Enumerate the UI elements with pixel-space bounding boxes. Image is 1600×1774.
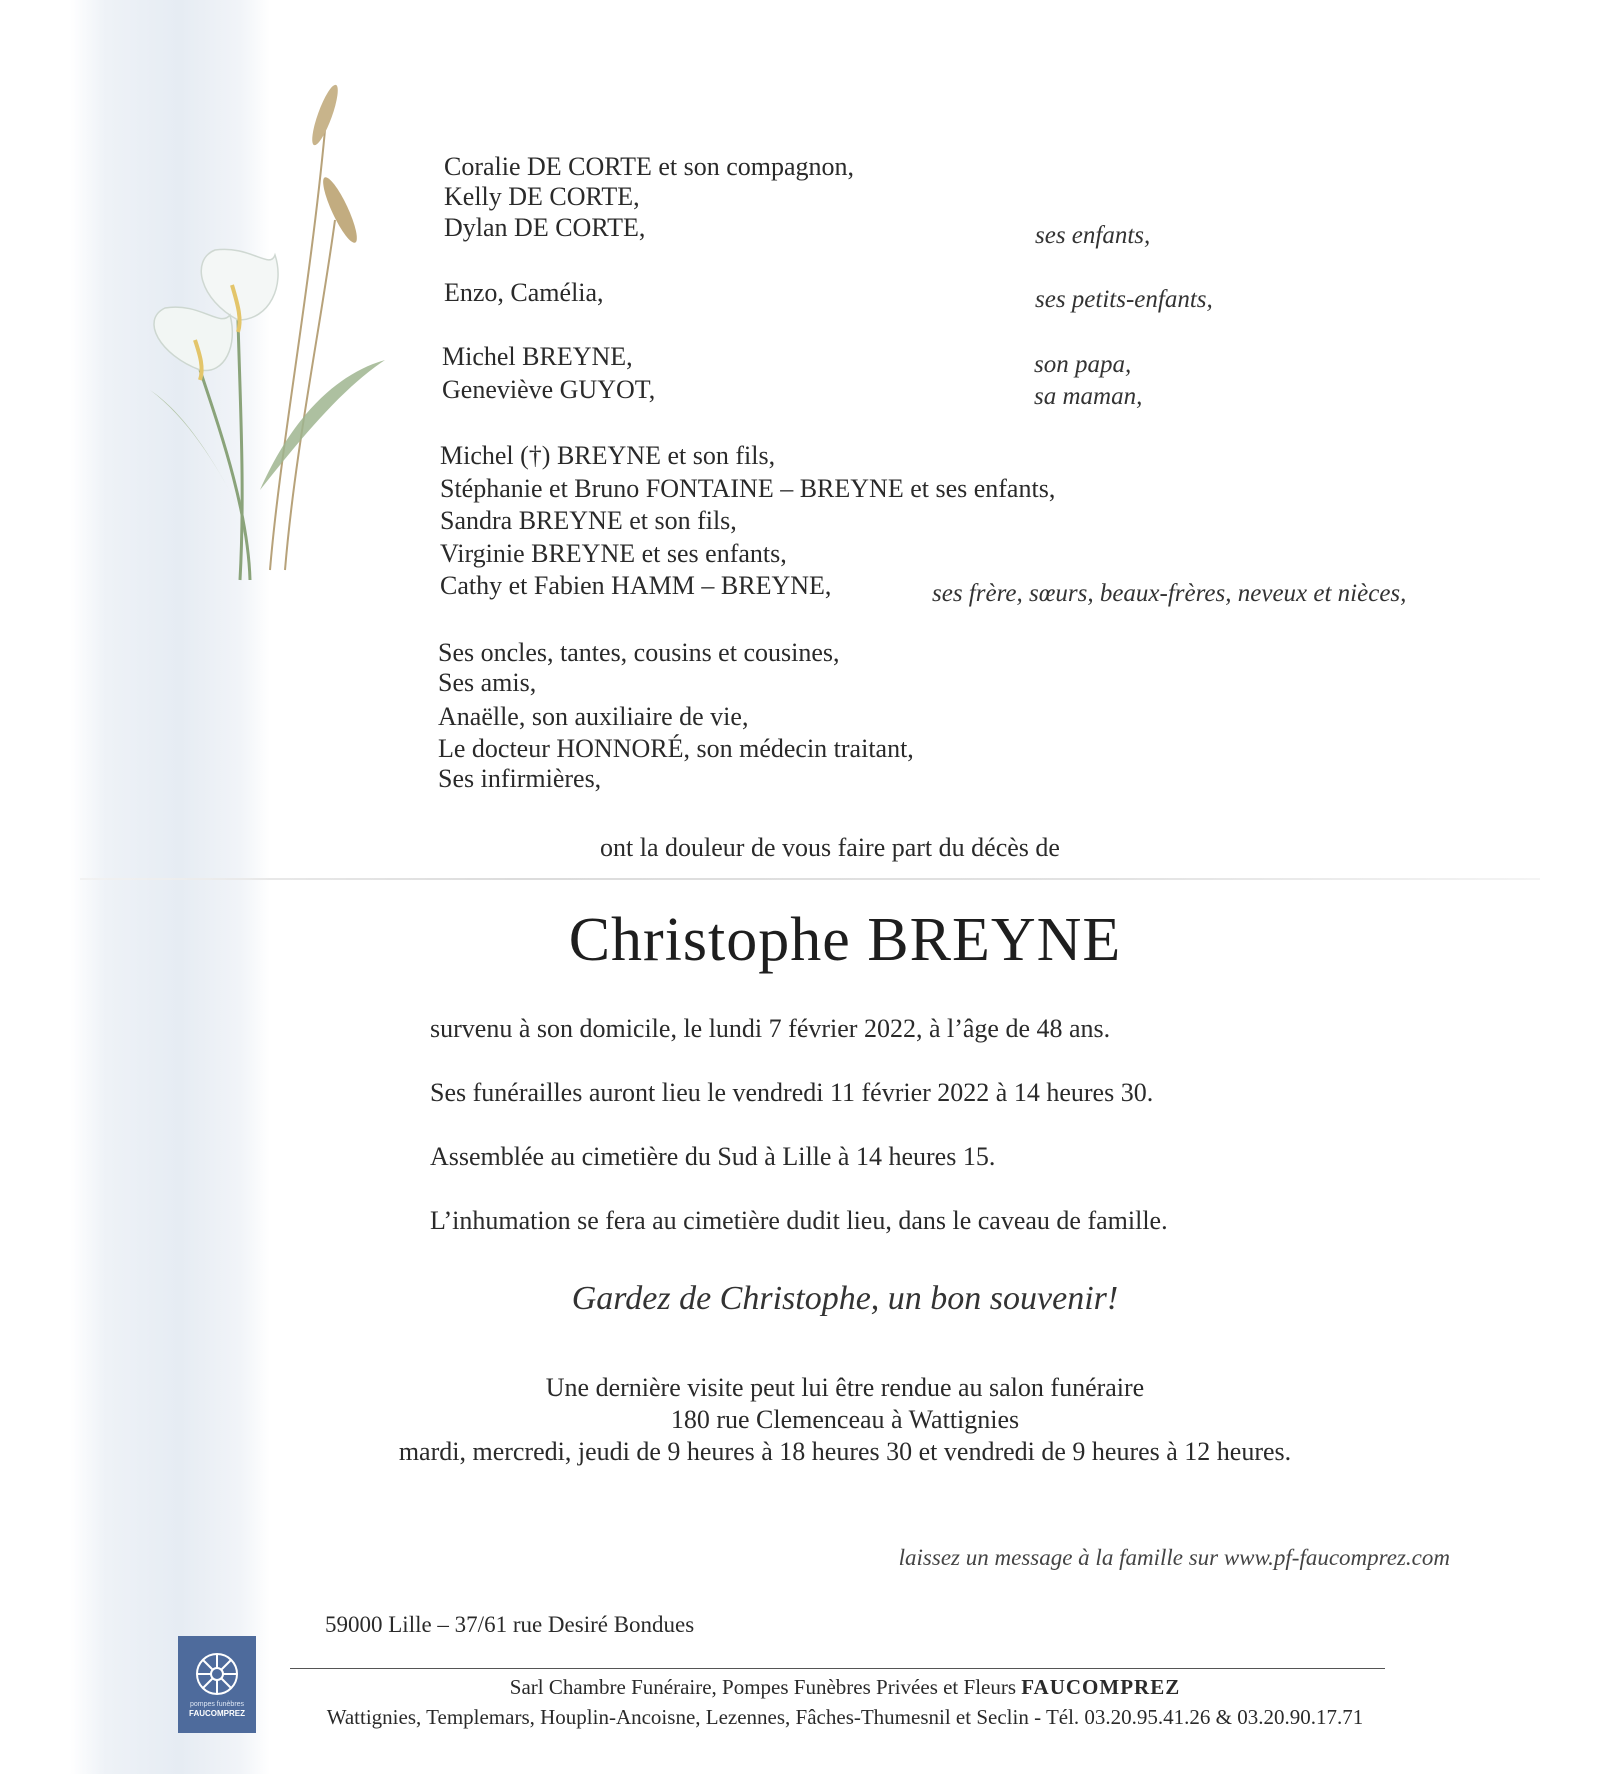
detail-death: survenu à son domicile, le lundi 7 février 2022, à l’âge de 48 ans. [430, 1014, 1111, 1043]
family-grandchildren-line: Enzo, Camélia, [444, 278, 604, 307]
fold-line [80, 878, 1540, 880]
family-sibling-line-4: Virginie BREYNE et ses enfants, [440, 539, 787, 568]
footer-company-brand: FAUCOMPREZ [1021, 1675, 1181, 1699]
relation-children: ses enfants, [1035, 222, 1151, 249]
visit-info [0, 1372, 1600, 1468]
family-others-line-2: Ses amis, [438, 668, 537, 697]
family-sibling-line-5: Cathy et Fabien HAMM – BREYNE, [440, 571, 832, 600]
family-children-line-3: Dylan DE CORTE, [444, 213, 646, 242]
deceased-name: Christophe BREYNE [568, 906, 1122, 974]
relation-mother: sa maman, [1034, 383, 1143, 410]
announcement-intro: ont la douleur de vous faire part du décès de [600, 833, 1060, 862]
family-children-line-2: Kelly DE CORTE, [444, 182, 640, 211]
footer-divider [290, 1668, 1385, 1669]
logo-brand: FAUCOMPREZ [189, 1709, 245, 1718]
lily-wheat-illustration [120, 70, 390, 590]
family-sibling-line-3: Sandra BREYNE et son fils, [440, 506, 737, 535]
visit-line-1: Une dernière visite peut lui être rendue au salon funéraire [545, 1373, 1145, 1402]
detail-assembly: Assemblée au cimetière du Sud à Lille à 14 heures 15. [430, 1142, 996, 1171]
detail-burial: L’inhumation se fera au cimetière dudit lieu, dans le caveau de famille. [430, 1206, 1168, 1235]
family-sibling-line-2: Stéphanie et Bruno FONTAINE – BREYNE et ses enfants, [440, 474, 1056, 503]
relation-grandchildren: ses petits-enfants, [1035, 286, 1213, 313]
message-link[interactable]: laissez un message à la famille sur www.pf-faucomprez.com [898, 1545, 1450, 1570]
family-others-line-3: Anaëlle, son auxiliaire de vie, [438, 702, 749, 731]
relation-father: son papa, [1034, 351, 1132, 378]
visit-line-3: mardi, mercredi, jeudi de 9 heures à 18 heures 30 et vendredi de 9 heures à 12 heures. [398, 1437, 1292, 1466]
family-others-line-1: Ses oncles, tantes, cousins et cousines, [438, 638, 840, 667]
logo-tagline: pompes funèbres [189, 1701, 245, 1708]
family-parent-father: Michel BREYNE, [442, 342, 633, 371]
funeral-details [430, 1014, 1168, 1270]
relation-siblings: ses frère, sœurs, beaux-frères, neveux et nièces, [932, 580, 1407, 607]
footer-company-prefix: Sarl Chambre Funéraire, Pompes Funèbres Privées et Fleurs [509, 1675, 1017, 1699]
closing-signature: Gardez de Christophe, un bon souvenir! [571, 1280, 1119, 1317]
footer-company [0, 1675, 1600, 1700]
footer-locations: Wattignies, Templemars, Houplin-Ancoisne, Lezennes, Fâches-Thumesnil et Seclin - Tél. 03.20.95.41.26 & 03.20.90.17.71 [326, 1705, 1364, 1729]
family-others-line-4: Le docteur HONNORÉ, son médecin traitant, [438, 734, 914, 763]
family-children-line-1: Coralie DE CORTE et son compagnon, [444, 152, 855, 181]
family-sibling-line-1: Michel (†) BREYNE et son fils, [440, 441, 776, 470]
visit-line-2: 180 rue Clemenceau à Wattignies [670, 1405, 1020, 1434]
family-parent-mother: Geneviève GUYOT, [442, 375, 656, 404]
detail-funeral: Ses funérailles auront lieu le vendredi 11 février 2022 à 14 heures 30. [430, 1078, 1154, 1107]
family-others-line-5: Ses infirmières, [438, 764, 602, 793]
funeral-home-address: 59000 Lille – 37/61 rue Desiré Bondues [325, 1612, 695, 1637]
